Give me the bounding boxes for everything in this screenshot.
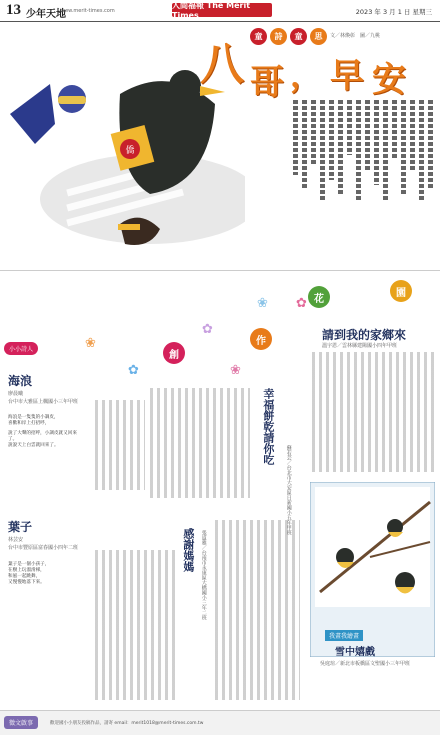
creative-char-1: 創: [163, 342, 185, 364]
issue-date: 2023 年 3 月 1 日 星期三: [355, 8, 432, 16]
leaf-poem-body: [8, 562, 86, 586]
magpie-bird: [10, 84, 55, 144]
art-byline: 吳庭瑄／新北市板橋區文聖國小三年甲班: [320, 661, 411, 667]
badge-4: 思: [310, 28, 327, 45]
leaf-line: 在樹上玩溜滑梯，: [8, 567, 45, 573]
art-title: 雪中嬉戲: [335, 647, 375, 658]
wave-line: 說了大聲的招呼，小調皮就又回來了。: [8, 430, 77, 442]
flower-icon: ✿: [128, 363, 139, 378]
hometown-byline: 溫宇恩／雲林縣建陽國小四年甲班: [322, 343, 398, 349]
hometown-title: 請到我的家鄉來: [322, 328, 407, 342]
wave-poem-title: 海浪: [8, 374, 33, 388]
wave-poem-school: 台中市大雅區上楓國小三年甲班: [8, 399, 79, 405]
wave-poem-body: [8, 415, 86, 449]
badge-3: 童: [290, 28, 307, 45]
title-char-2: 哥: [250, 63, 284, 103]
flower-icon: ✿: [202, 322, 213, 337]
wave-line: 說說天上白雲就回來了。: [8, 442, 59, 448]
leaf-poem-author: 林芸安: [8, 537, 24, 543]
leaf-line: 又慢慢地落下來。: [8, 579, 45, 585]
thanks-body: [95, 550, 175, 700]
newspaper-logo: 人間福報 The Merit Times: [172, 3, 272, 17]
site-url[interactable]: www.merit-times.com: [60, 8, 115, 14]
title-badges: [250, 28, 327, 45]
cookie-body-cont: [95, 400, 145, 490]
thanks-byline: 張道雅／台南市永康區大橋國小三年二班: [200, 530, 207, 620]
thanks-body-cont: [215, 520, 300, 700]
flower-icon: ❀: [230, 363, 241, 378]
art-category-tag: 我畫我繪畫: [325, 630, 363, 641]
creative-char-2: 作: [250, 328, 272, 350]
section-name: 少年天地: [26, 9, 66, 20]
leaf-line: 和風一起跳舞，: [8, 573, 41, 579]
title-char-5: 安: [372, 60, 406, 100]
thanks-title: 感謝媽媽: [181, 528, 195, 572]
creative-char-4: 園: [390, 280, 412, 302]
creative-char-3: 花: [308, 286, 330, 308]
title-char-3: ，: [290, 56, 323, 94]
wave-line: 喜歡和岸上打招呼，: [8, 420, 50, 426]
story-credit: 文／林煥彰 圖／九桃: [330, 33, 381, 39]
leaf-poem-school: 台中市豐原區富春國小四年二班: [8, 545, 79, 551]
title-char-4: 早: [330, 56, 364, 96]
cookie-title: 幸福餅乾請你吃: [261, 388, 275, 465]
bird-tag-text: 僑: [125, 146, 135, 156]
page-header: [0, 0, 440, 22]
page-footer: [0, 710, 440, 735]
cookie-byline: 蘇若芸／台北市大安區日新國小五年甲班: [285, 445, 292, 535]
submission-tag: 徵文啟事: [4, 716, 38, 729]
cookie-body: [150, 388, 250, 498]
little-poet-tag: 小小詩人: [4, 342, 38, 355]
badge-2: 詩: [270, 28, 287, 45]
wave-poem-author: 廖晨曦: [8, 391, 24, 397]
main-poem-body: [248, 100, 433, 210]
flower-icon: ❀: [257, 296, 268, 311]
leaf-poem-title: 葉子: [8, 520, 33, 534]
title-char-1: 八: [200, 39, 244, 90]
page-number: 13: [6, 2, 21, 18]
submission-notice: 歡迎國小小朋友投稿作品，請寄 email：merit1018@merit-times.com.tw: [50, 721, 204, 726]
section-divider: [0, 270, 440, 271]
badge-1: 童: [250, 28, 267, 45]
hometown-body: [312, 352, 436, 472]
flower-icon: ✿: [296, 296, 307, 311]
flower-icon: ❀: [85, 336, 96, 351]
wave-line: 海浪是一隻隻的小調皮，: [8, 415, 59, 420]
leaf-line: 葉子是一個小孩子，: [8, 562, 50, 567]
